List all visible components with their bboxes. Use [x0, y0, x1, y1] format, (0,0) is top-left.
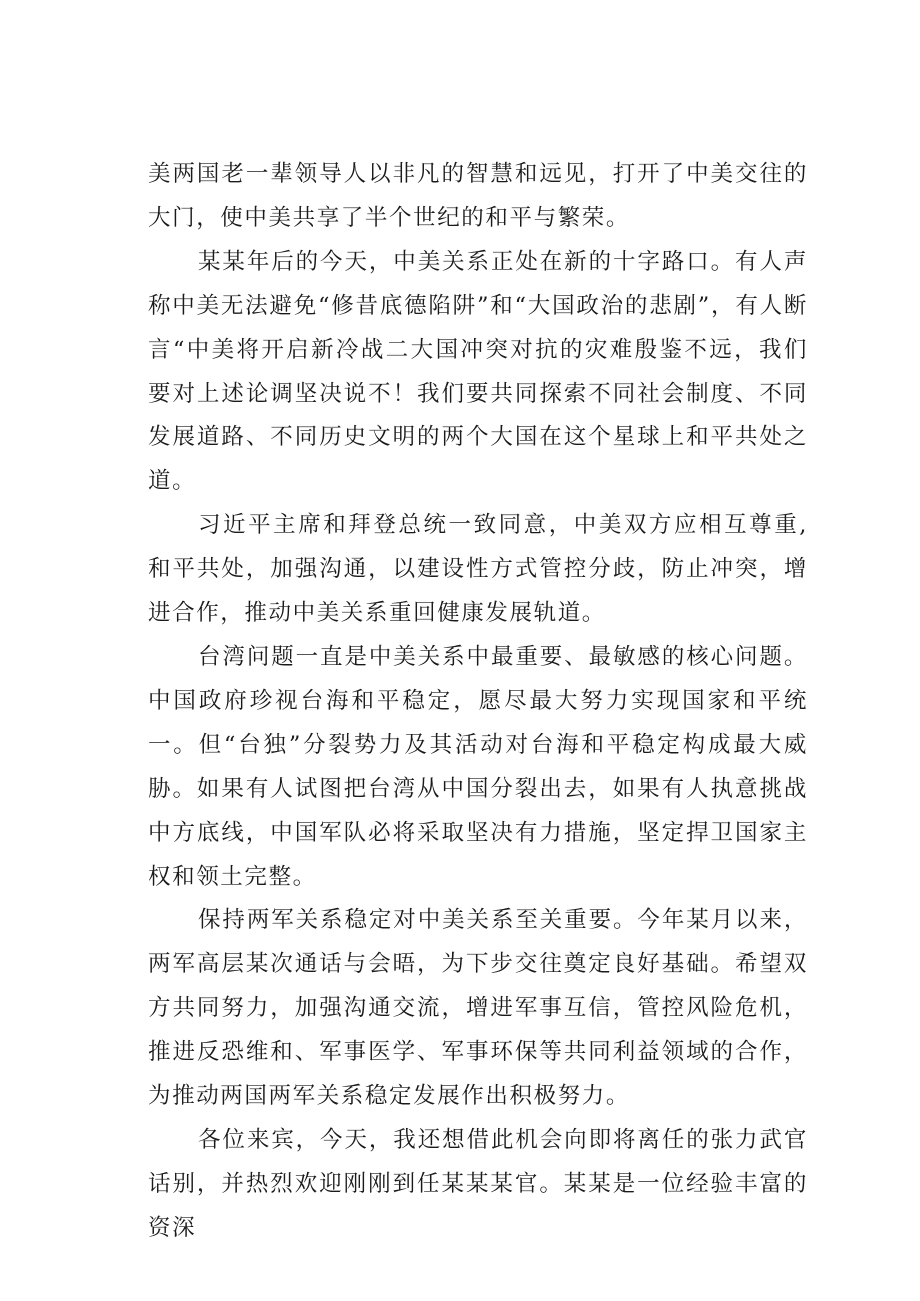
paragraph-farewell: 各位来宾，今天，我还想借此机会向即将离任的张力武官话别，并热烈欢迎刚刚到任某某某官。某某是一位经验丰富的资深: [148, 1126, 808, 1241]
paragraph-military-relations: 保持两军关系稳定对中美关系至关重要。今年某月以来，两军高层某次通话与会晤，为下步交往奠定良好基础。希望双方共同努力，加强沟通交流，增进军事互信，管控风险危机，推进反恐维和、军事医学、军事环保等共同利益领域的合作，为推动两国两军关系稳定发展作出积极努力。: [148, 907, 808, 1110]
paragraph-crossroads: 某某年后的今天，中美关系正处在新的十字路口。有人声称中美无法避免“修昔底德陷阱”和“大国政治的悲剧”，有人断言“中美将开启新冷战二大国冲突对抗的灾难殷鉴不远，我们要对上述论调坚决说不！我们要共同探索不同社会制度、不同发展道路、不同历史文明的两个大国在这个星球上和平共处之道。: [148, 248, 808, 495]
paragraph-continuation: 美两国老一辈领导人以非凡的智慧和远见，打开了中美交往的大门，使中美共享了半个世纪的和平与繁荣。: [148, 161, 808, 231]
document-body: [148, 153, 808, 1251]
paragraph-taiwan-issue: 台湾问题一直是中美关系中最重要、最敏感的核心问题。中国政府珍视台海和平稳定，愿尽最大努力实现国家和平统一。但“台独”分裂势力及其活动对台海和平稳定构成最大威胁。如果有人试图把台湾从中国分裂出去，如果有人执意挑战中方底线，中国军队必将采取坚决有力措施，坚定捍卫国家主权和领土完整。: [148, 643, 808, 890]
paragraph-leaders-consensus: 习近平主席和拜登总统一致同意，中美双方应相互尊重,和平共处，加强沟通，以建设性方式管控分歧，防止冲突，增进合作，推动中美关系重回健康发展轨道。: [148, 512, 808, 627]
